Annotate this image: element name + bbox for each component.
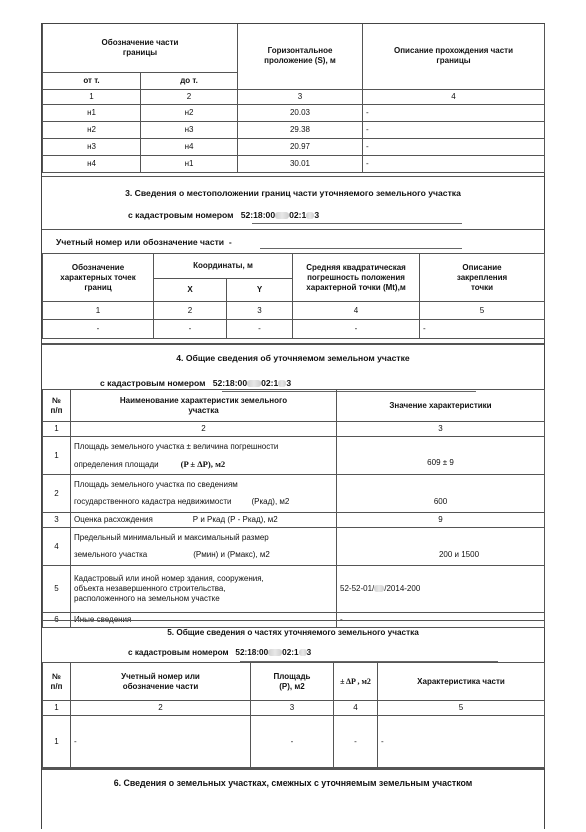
header-horizontal-length: Горизонтальное проложение (S), м [238, 24, 363, 89]
cell-to: н2 [141, 104, 238, 121]
cell-from: н1 [43, 104, 141, 121]
cell: - [71, 716, 251, 768]
text-line: Предельный минимальный и максимальный размер [74, 533, 269, 542]
cell-name [71, 437, 337, 475]
row-number: 5 [43, 566, 71, 613]
table-row [43, 716, 545, 768]
cell-description: - [363, 138, 545, 155]
value-part: /2014-200 [384, 584, 421, 593]
redacted-mark [374, 585, 384, 592]
header-no: № п/п [43, 390, 71, 422]
row-number: 3 [43, 513, 71, 528]
cell: - [43, 320, 154, 339]
cell-name [71, 528, 337, 566]
text-line: Площадь земельного участка ± величина погрешности [74, 441, 279, 451]
table-row [43, 475, 545, 513]
row-number: 2 [43, 475, 71, 513]
cell-value: 609 ± 9 [337, 437, 545, 475]
header-y: Y [227, 279, 293, 302]
redacted-mark [268, 649, 282, 656]
header-value: Значение характеристики [337, 390, 545, 422]
section-4-cadastral [100, 378, 291, 388]
table-row [43, 104, 545, 121]
col-num: 3 [337, 422, 545, 437]
cell-value [337, 566, 545, 613]
section-4-title: 4. Общие сведения об уточняемом земельном участке [176, 353, 410, 363]
table-row [43, 138, 545, 155]
table-row [43, 566, 545, 613]
cell: - [251, 716, 334, 768]
parts-table [42, 662, 545, 768]
cell-name [71, 475, 337, 513]
text-formula: (Ркад), м2 [251, 497, 290, 506]
cell-length: 29.38 [238, 121, 363, 138]
cell: - [227, 320, 293, 339]
text-line: Площадь земельного участка по сведениям [74, 480, 238, 489]
cell: - [334, 716, 378, 768]
header-delta: ± ΔP , м2 [334, 663, 378, 701]
row-number: 6 [43, 613, 71, 628]
section-3-header [42, 176, 544, 230]
redacted-mark [247, 380, 261, 387]
cell-length: 30.01 [238, 155, 363, 172]
table-row [43, 121, 545, 138]
header-description: Описание прохождения части границы [363, 24, 545, 89]
text-line: государственного кадастра недвижимости [74, 497, 232, 506]
cell-to: н4 [141, 138, 238, 155]
col-num: 1 [43, 422, 71, 437]
text-formula: Р и Ркад (Р - Ркад), м2 [192, 515, 278, 524]
cadastral-number-a: 52:18:00 [235, 648, 269, 657]
text-line: определения площади [74, 459, 159, 469]
header-from: от т. [43, 72, 141, 89]
redacted-mark [299, 649, 307, 656]
section-6-header [42, 768, 544, 832]
col-num: 3 [238, 89, 363, 104]
cell-to: н1 [141, 155, 238, 172]
cell-from: н2 [43, 121, 141, 138]
cadastral-number-b: 02:1 [282, 648, 299, 657]
general-info-table [42, 389, 545, 628]
cadastral-number-a: 52:18:00 [212, 378, 248, 388]
cell: - [154, 320, 227, 339]
header-point: Обозначение характерных точек границ [43, 254, 154, 302]
col-num: 3 [227, 302, 293, 320]
cell-description: - [363, 104, 545, 121]
cadastral-label: с кадастровым номером [128, 210, 234, 220]
col-num: 2 [71, 422, 337, 437]
header-x: X [154, 279, 227, 302]
cell: - [420, 320, 545, 339]
col-num: 1 [43, 701, 71, 716]
text-formula: (Рмин) и (Рмакс), м2 [193, 550, 270, 559]
cell-name: Иные сведения [71, 613, 337, 628]
header-coordinates: Координаты, м [154, 254, 293, 279]
cell: - [293, 320, 420, 339]
row-number: 1 [43, 437, 71, 475]
col-num: 2 [141, 89, 238, 104]
cell-length: 20.97 [238, 138, 363, 155]
cell-value: 200 и 1500 [337, 528, 545, 566]
section-3-title: 3. Сведения о местоположении границ части уточняемого земельного участка [125, 188, 461, 198]
section-5-cadastral [128, 648, 311, 657]
section-3-cadastral [128, 210, 319, 220]
cell-value: 600 [337, 475, 545, 513]
underline [252, 223, 462, 224]
redacted-mark [275, 212, 289, 219]
cell-value: 9 [337, 513, 545, 528]
cell-value: - [337, 613, 545, 628]
header-area: Площадь (Р), м2 [251, 663, 334, 701]
cadastral-number-c: 3 [306, 648, 312, 657]
header-name: Наименование характеристик земельного участка [71, 390, 337, 422]
table-row [43, 437, 545, 475]
text-line: земельного участка [74, 550, 148, 559]
cell-description: - [363, 155, 545, 172]
boundary-parts-table [42, 24, 545, 173]
account-label: Учетный номер или обозначение части - [56, 237, 232, 247]
cadastral-number-b: 02:1 [261, 378, 279, 388]
col-num: 5 [420, 302, 545, 320]
points-table [42, 253, 545, 339]
table-row [43, 528, 545, 566]
section-6-title: 6. Сведения о земельных участках, смежных с уточняемым земельным участком [113, 778, 473, 788]
col-num: 5 [378, 701, 545, 716]
text-line: Оценка расхождения [74, 515, 153, 524]
cell-from: н4 [43, 155, 141, 172]
cadastral-number-c: 3 [286, 378, 292, 388]
col-num: 4 [363, 89, 545, 104]
cadastral-label: с кадастровым номером [100, 378, 206, 388]
cell-name: Кадастровый или иной номер здания, сооружения, объекта незавершенного строительства, расположенного на земельном участке [71, 566, 337, 613]
document-frame [41, 23, 545, 829]
header-mt: Средняя квадратическая погрешность положения характерной точки (Mt),м [293, 254, 420, 302]
cell-to: н3 [141, 121, 238, 138]
cadastral-label: с кадастровым номером [128, 648, 229, 657]
cell-length: 20.03 [238, 104, 363, 121]
header-part: Обозначение части границы [43, 24, 238, 72]
cell-from: н3 [43, 138, 141, 155]
header-characteristic: Характеристика части [378, 663, 545, 701]
col-num: 1 [43, 302, 154, 320]
col-num: 4 [334, 701, 378, 716]
col-num: 1 [43, 89, 141, 104]
cell-description: - [363, 121, 545, 138]
value-part: 52-52-01/ [340, 584, 375, 593]
cell: 1 [43, 716, 71, 768]
header-account: Учетный номер или обозначение части [71, 663, 251, 701]
cadastral-number-a: 52:18:00 [240, 210, 276, 220]
col-num: 3 [251, 701, 334, 716]
cadastral-number-c: 3 [314, 210, 320, 220]
col-num: 2 [71, 701, 251, 716]
header-fixing: Описание закрепления точки [420, 254, 545, 302]
header-to: до т. [141, 72, 238, 89]
table-row [43, 155, 545, 172]
cadastral-number-b: 02:1 [289, 210, 307, 220]
table-row [43, 320, 545, 339]
col-num: 2 [154, 302, 227, 320]
section-3-account [42, 229, 544, 254]
section-5-title: 5. Общие сведения о частях уточняемого земельного участка [167, 628, 419, 637]
underline [260, 248, 462, 249]
cell: - [378, 716, 545, 768]
header-no: № п/п [43, 663, 71, 701]
text-formula: (P ± ΔP), м2 [180, 458, 226, 469]
row-number: 4 [43, 528, 71, 566]
col-num: 4 [293, 302, 420, 320]
cell-name [71, 513, 337, 528]
table-row [43, 513, 545, 528]
